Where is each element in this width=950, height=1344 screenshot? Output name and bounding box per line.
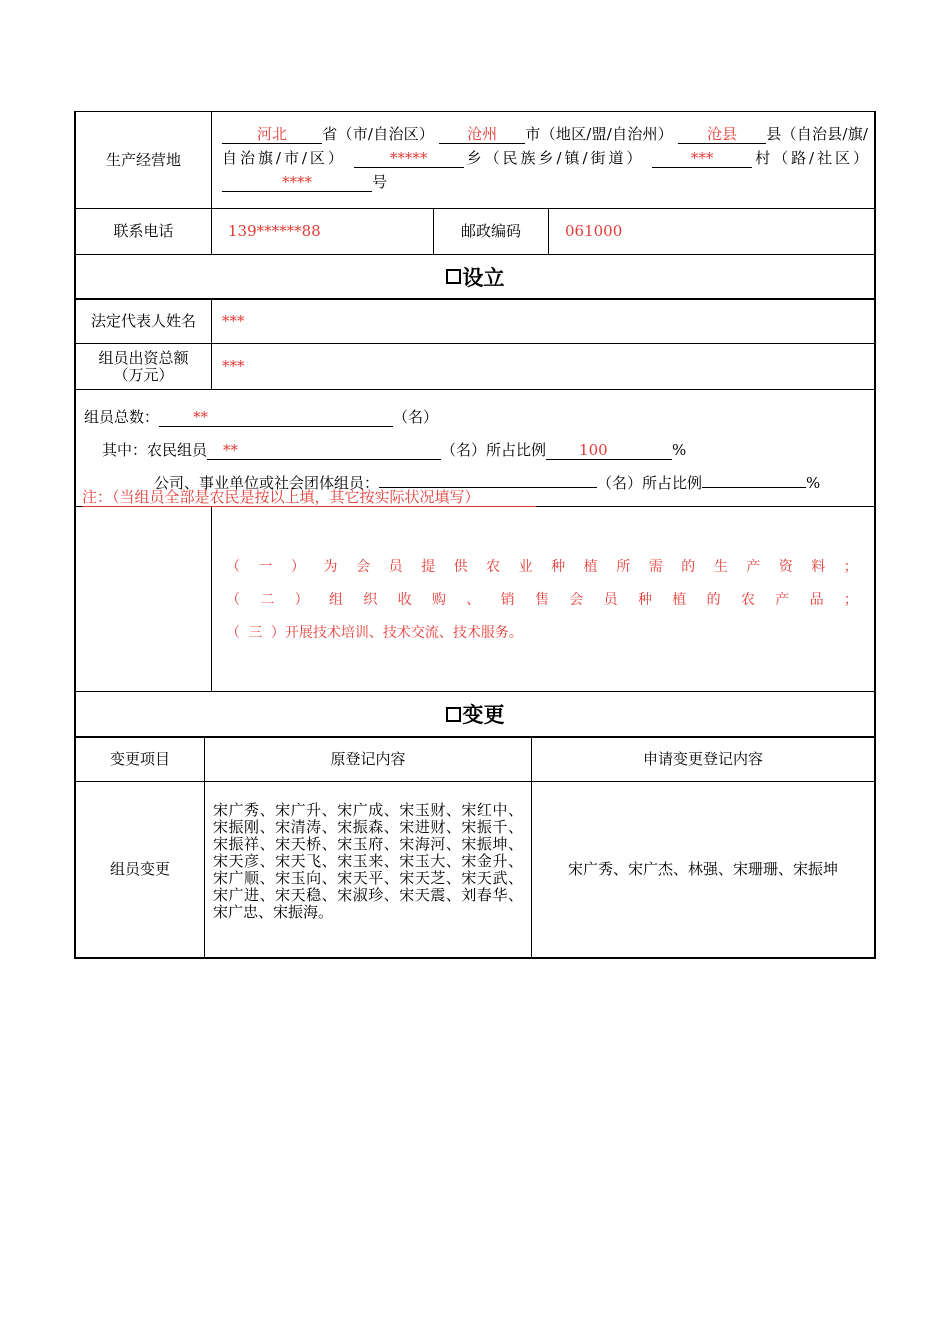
farmers-ratio-label: （名）所占比例 (441, 441, 547, 459)
township-field[interactable]: ***** (354, 150, 464, 168)
scope-line-2: （ 二 ） 组 织 收 购 、 销 售 会 员 种 植 的 农 产 品 ； (226, 591, 858, 608)
postal-value[interactable]: 061000 (565, 222, 623, 240)
address-label: 生产经营地 (76, 112, 212, 208)
village-field[interactable]: *** (652, 150, 752, 168)
capital-value[interactable]: *** (222, 357, 245, 375)
province-suffix: 省（市/自治区） (322, 125, 435, 143)
change-col-new: 申请变更登记内容 (642, 750, 763, 768)
business-scope-row (74, 507, 876, 692)
change-checkbox[interactable] (446, 707, 461, 722)
scope-line-1: （ 一 ） 为 会 员 提 供 农 业 种 植 所 需 的 生 产 资 料 ； (226, 558, 858, 575)
change-original-content[interactable]: 宋广秀、宋广升、宋广成、宋玉财、宋红中、宋振刚、宋清涛、宋振森、宋进财、宋振千、宋振祥、宋天桥、宋玉府、宋海河、宋振坤、宋天彦、宋天飞、宋玉来、宋玉大、宋金升、宋广顺、宋玉向、宋天平、宋天芝、宋天武、宋广进、宋天稳、宋淑珍、宋天震、刘春华、宋广忠、宋振海。 (205, 782, 532, 957)
city-suffix: 市（地区/盟/自治州） (525, 125, 674, 143)
change-new-content[interactable]: 宋广秀、宋广杰、林强、宋珊珊、宋振坤 (567, 860, 838, 878)
establish-title: 设立 (462, 265, 505, 290)
change-title: 变更 (462, 703, 505, 727)
registration-form (74, 111, 876, 959)
members-row (74, 390, 876, 507)
farmers-field[interactable]: ** (207, 442, 441, 460)
farmers-label: 其中：农民组员 (102, 441, 208, 459)
other-members-label: 公司、事业单位或社会团体组员： (154, 474, 380, 492)
contact-row (74, 209, 876, 255)
business-scope-value (226, 549, 858, 648)
members-total-unit: （名） (393, 408, 439, 426)
city-field[interactable]: 沧州 (439, 126, 525, 144)
members-total-label: 组员总数： (84, 408, 160, 426)
capital-row (74, 344, 876, 390)
house-number-field[interactable]: **** (222, 174, 372, 192)
address-value (222, 122, 868, 194)
change-content-row (74, 782, 876, 959)
change-section-title (74, 692, 876, 738)
scope-line-3: （ 三 ）开展技术培训、技术交流、技术服务。 (226, 624, 523, 641)
other-ratio-field[interactable] (702, 487, 806, 488)
village-suffix: 村（路/社区） (752, 149, 869, 167)
capital-label-line2: （万元） (113, 365, 174, 384)
farmers-line (102, 439, 686, 460)
house-number-suffix: 号 (372, 173, 388, 191)
capital-label-line1: 组员出资总额 (98, 348, 189, 367)
change-col-original: 原登记内容 (205, 738, 532, 781)
members-total-field[interactable]: ** (159, 409, 393, 427)
business-scope-label (76, 507, 212, 691)
county-suffix: 县（自治县/旗/自治旗/市/区） (222, 125, 868, 167)
other-ratio-label: （名）所占比例 (597, 474, 703, 492)
county-field[interactable]: 沧县 (678, 126, 766, 144)
members-note: 注：（当组员全部是农民是按以上填，其它按实际状况填写） (82, 489, 536, 507)
phone-value[interactable]: 139******88 (212, 209, 434, 254)
township-suffix: 乡（民族乡/镇/街道） (463, 149, 645, 167)
phone-label: 联系电话 (76, 209, 212, 254)
province-field[interactable]: 河北 (222, 126, 322, 144)
legal-rep-row (74, 300, 876, 344)
other-percent: % (806, 474, 821, 492)
farmers-ratio-field[interactable]: 100 (546, 442, 672, 460)
farmers-percent: % (672, 441, 687, 459)
postal-label: 邮政编码 (434, 209, 549, 254)
members-total-line (84, 406, 438, 427)
establish-checkbox[interactable] (446, 269, 461, 284)
change-header-row (74, 738, 876, 782)
establish-section-title (74, 255, 876, 300)
address-row (74, 111, 876, 209)
change-col-item: 变更项目 (76, 738, 205, 781)
legal-rep-value[interactable]: *** (222, 312, 245, 330)
change-item: 组员变更 (76, 782, 205, 957)
legal-rep-label: 法定代表人姓名 (76, 300, 212, 343)
capital-label (76, 344, 212, 389)
